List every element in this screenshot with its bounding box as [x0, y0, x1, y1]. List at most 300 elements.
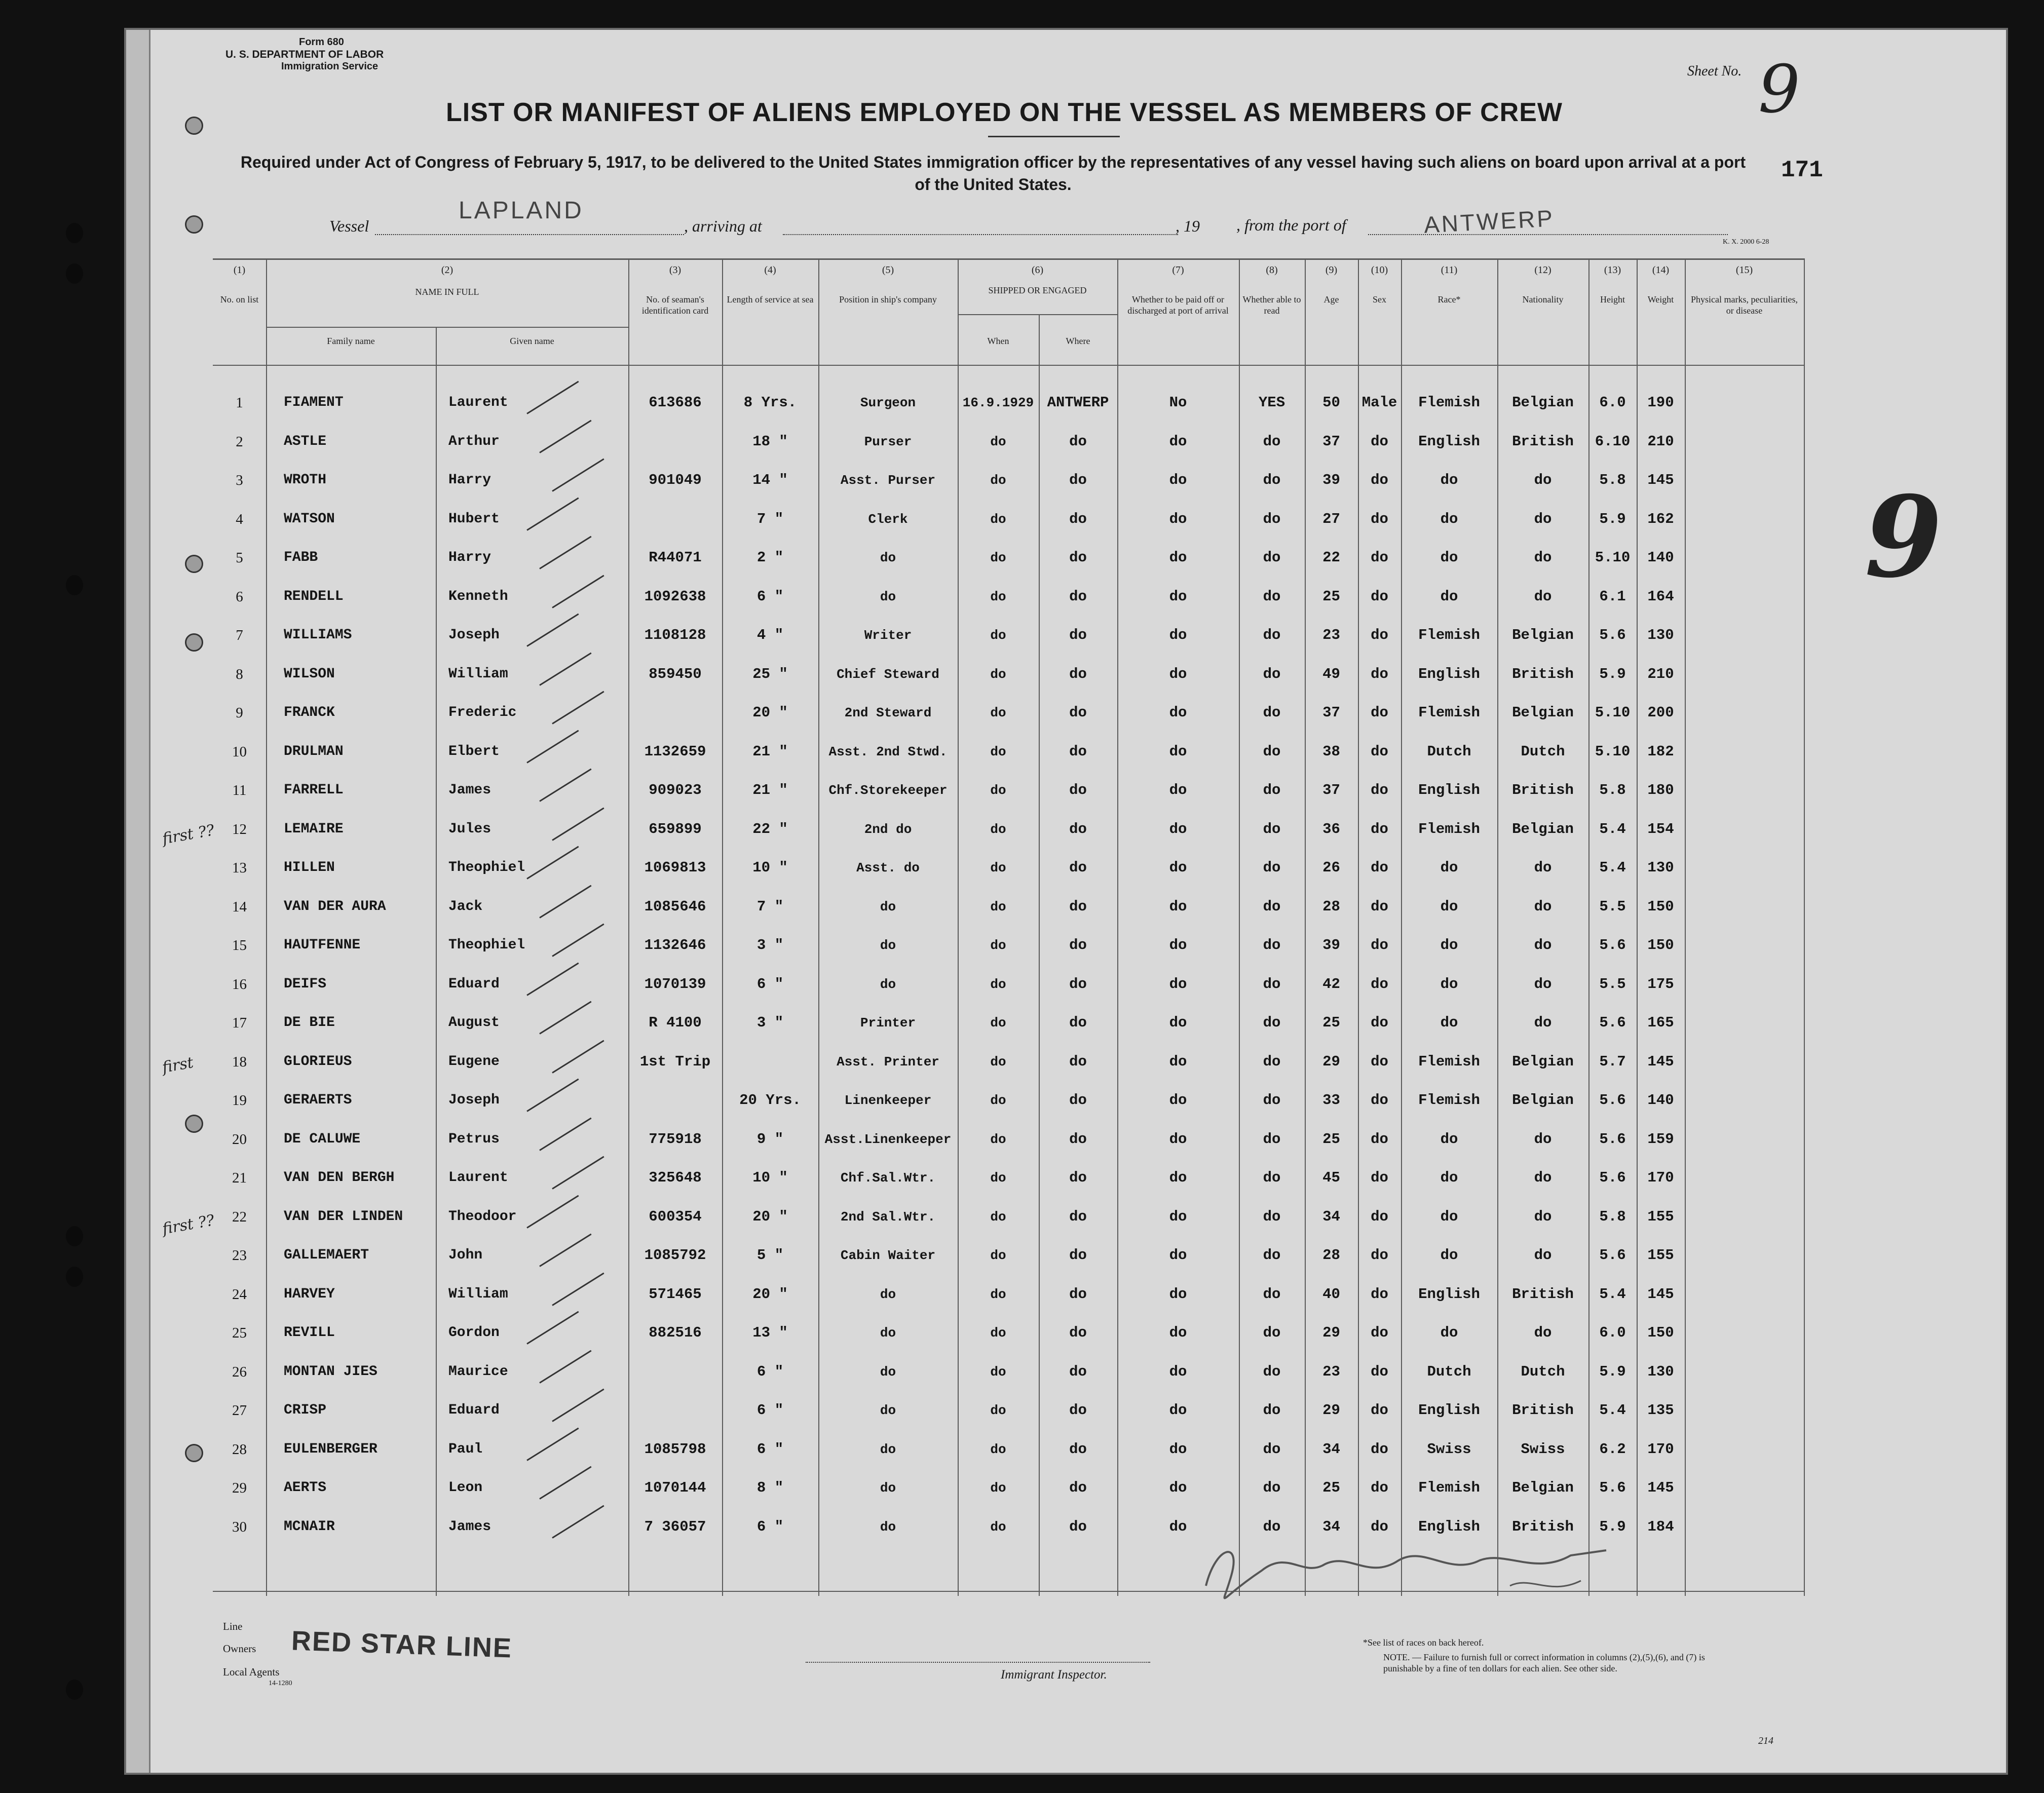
cell-race: do: [1440, 510, 1458, 527]
cell-paid: do: [1169, 1518, 1187, 1535]
cell-where: do: [1069, 1014, 1087, 1031]
cell-read: do: [1263, 665, 1281, 682]
cell-length: 6 ": [756, 1363, 784, 1380]
cell-when: do: [990, 1403, 1006, 1418]
cell-read: do: [1263, 820, 1281, 837]
cell-read: do: [1263, 859, 1281, 876]
cell-family: VAN DEN BERGH: [284, 1170, 395, 1186]
cell-sex: do: [1371, 937, 1388, 953]
crew-row: [213, 509, 1804, 529]
margin-note: first ??: [161, 1211, 216, 1238]
cell-where: do: [1069, 1363, 1087, 1380]
cell-nationality: British: [1512, 665, 1574, 682]
binder-hole: [66, 223, 83, 243]
cell-where: do: [1069, 782, 1087, 798]
cell-weight: 155: [1647, 1208, 1674, 1225]
cell-where: do: [1069, 704, 1087, 721]
margin-number: 9: [1865, 471, 1943, 602]
column-number: (12): [1534, 264, 1551, 276]
cell-height: 6.2: [1599, 1440, 1626, 1458]
cell-race: Flemish: [1418, 704, 1480, 721]
cell-race: do: [1440, 859, 1458, 876]
cell-family: LEMAIRE: [284, 821, 344, 837]
cell-nationality: do: [1534, 1247, 1552, 1264]
crew-row: [213, 1400, 1804, 1421]
cell-no: 30: [232, 1518, 247, 1535]
cell-length: 6 ": [756, 588, 784, 605]
form-title: LIST OR MANIFEST OF ALIENS EMPLOYED ON THE VESSEL AS MEMBERS OF CREW: [446, 98, 1563, 127]
cell-read: do: [1263, 1285, 1281, 1303]
cell-family: GERAERTS: [284, 1092, 352, 1108]
cell-family: WILSON: [284, 666, 335, 682]
cell-sex: do: [1371, 1053, 1388, 1070]
cell-where: do: [1069, 510, 1087, 527]
cell-height: 5.8: [1599, 472, 1626, 488]
cell-when: do: [990, 1170, 1006, 1186]
owners-label: Owners: [223, 1643, 256, 1655]
column-rule: [1358, 258, 1359, 1596]
cell-paid: do: [1169, 1440, 1187, 1458]
cell-when: do: [990, 511, 1006, 527]
table-top-rule: [213, 258, 1804, 260]
cell-family: WATSON: [284, 511, 335, 527]
cell-age: 29: [1322, 1324, 1340, 1341]
cell-family: AERTS: [284, 1480, 327, 1496]
cell-given: Laurent: [448, 1170, 508, 1186]
cell-height: 5.5: [1599, 898, 1626, 915]
cell-length: 13 ": [752, 1324, 788, 1341]
cell-paid: do: [1169, 1053, 1187, 1070]
cell-height: 5.4: [1599, 1402, 1626, 1419]
cell-age: 25: [1322, 588, 1340, 605]
cell-race: do: [1440, 588, 1458, 605]
footer-note: NOTE. — Failure to furnish full or correct information in columns (2),(5),(6), and (7) is punishable by a fine of ten dollars for each alien. See other side.: [1383, 1652, 1705, 1673]
cell-card: R44071: [649, 549, 702, 566]
cell-family: MCNAIR: [284, 1518, 335, 1535]
cell-sex: do: [1371, 1440, 1388, 1458]
cell-length: 20 Yrs.: [739, 1092, 801, 1109]
cell-sex: do: [1371, 820, 1388, 837]
cell-card: 325648: [649, 1169, 702, 1186]
cell-family: HARVEY: [284, 1286, 335, 1302]
cell-sex: do: [1371, 1247, 1388, 1264]
cell-when: do: [990, 899, 1006, 914]
column-number: (3): [669, 264, 682, 276]
cell-paid: No: [1169, 394, 1187, 411]
cell-age: 49: [1322, 665, 1340, 682]
cell-paid: do: [1169, 1169, 1187, 1186]
crew-row: [213, 432, 1804, 452]
cell-position: do: [880, 1325, 896, 1341]
cell-race: do: [1440, 975, 1458, 993]
cell-card: 1092638: [644, 588, 706, 605]
cell-when: do: [990, 434, 1006, 449]
cell-paid: do: [1169, 510, 1187, 527]
inspector-rule: [806, 1662, 1150, 1663]
cell-nationality: Belgian: [1512, 627, 1574, 643]
cell-given: August: [448, 1015, 500, 1031]
cell-length: [722, 1052, 818, 1072]
cell-paid: do: [1169, 627, 1187, 643]
cell-race: do: [1440, 472, 1458, 488]
cell-given: Harry: [448, 472, 491, 488]
cell-no: 26: [232, 1363, 247, 1380]
cell-given: Theophiel: [448, 860, 525, 875]
cell-no: 24: [232, 1286, 247, 1303]
cell-position: Surgeon: [860, 395, 916, 410]
crew-row: [213, 703, 1804, 723]
crew-row: [213, 1245, 1804, 1266]
crew-row: [213, 1323, 1804, 1343]
cell-race: do: [1440, 1169, 1458, 1186]
cell-nationality: do: [1534, 1014, 1552, 1031]
cell-race: Dutch: [1427, 743, 1471, 760]
cell-card: 901049: [649, 472, 702, 488]
year-label: , 19: [1176, 217, 1200, 235]
cell-paid: do: [1169, 665, 1187, 682]
cell-weight: 154: [1647, 820, 1674, 837]
cell-where: do: [1069, 859, 1087, 876]
cell-read: do: [1263, 937, 1281, 953]
cell-family: WILLIAMS: [284, 627, 352, 643]
cell-sex: Male: [1361, 394, 1397, 411]
cell-card: [628, 1090, 722, 1111]
cell-paid: do: [1169, 820, 1187, 837]
print-code: K. X. 2000 6-28: [1723, 238, 1769, 246]
cell-race: English: [1418, 433, 1480, 450]
cell-read: do: [1263, 743, 1281, 760]
cell-height: 5.6: [1599, 1169, 1626, 1186]
cell-given: Paul: [448, 1441, 483, 1457]
cell-no: 4: [236, 511, 243, 527]
crew-row: [213, 587, 1804, 607]
cell-sex: do: [1371, 859, 1388, 876]
inspector-signature: [1186, 1530, 1632, 1606]
cell-weight: 210: [1647, 665, 1674, 682]
cell-family: ASTLE: [284, 433, 327, 449]
cell-read: do: [1263, 510, 1281, 527]
column-rule: [958, 258, 959, 1596]
cell-race: do: [1440, 549, 1458, 566]
cell-race: Flemish: [1418, 1479, 1480, 1496]
cell-paid: do: [1169, 549, 1187, 566]
cell-weight: 145: [1647, 1479, 1674, 1496]
cell-age: 34: [1322, 1518, 1340, 1535]
cell-card: 7 36057: [644, 1518, 706, 1535]
cell-when: do: [990, 666, 1006, 682]
cell-age: 25: [1322, 1130, 1340, 1148]
cell-when: do: [990, 1209, 1006, 1225]
cell-nationality: Belgian: [1512, 1479, 1574, 1496]
cell-sex: do: [1371, 1402, 1388, 1419]
column-number: (11): [1441, 264, 1458, 276]
cell-card: 613686: [649, 394, 702, 411]
cell-height: 5.9: [1599, 1518, 1626, 1535]
cell-length: 10 ": [752, 1169, 788, 1186]
cell-nationality: British: [1512, 1402, 1574, 1419]
cell-race: Flemish: [1418, 627, 1480, 643]
cell-card: 1070144: [644, 1479, 706, 1496]
cell-where: do: [1069, 743, 1087, 760]
cell-length: 21 ": [752, 743, 788, 760]
rivet: [185, 1444, 203, 1462]
cell-family: GALLEMAERT: [284, 1247, 369, 1263]
cell-height: 5.6: [1599, 1014, 1626, 1031]
cell-sex: do: [1371, 1092, 1388, 1109]
cell-position: do: [880, 899, 896, 914]
cell-where: do: [1069, 937, 1087, 953]
cell-family: DE BIE: [284, 1015, 335, 1031]
cell-read: do: [1263, 1440, 1281, 1458]
cell-race: do: [1440, 898, 1458, 915]
binder-hole: [66, 1680, 83, 1700]
cell-when: do: [990, 1131, 1006, 1147]
cell-family: WROTH: [284, 472, 327, 488]
inspector-label: Immigrant Inspector.: [1001, 1668, 1107, 1682]
cell-weight: 155: [1647, 1247, 1674, 1264]
cell-where: do: [1069, 549, 1087, 566]
column-header: Height: [1600, 294, 1625, 304]
cell-read: do: [1263, 1208, 1281, 1225]
cell-position: do: [880, 1364, 896, 1380]
title-rule: [988, 136, 1120, 137]
cell-paid: do: [1169, 1402, 1187, 1419]
cell-given: Maurice: [448, 1363, 508, 1380]
column-rule: [1305, 258, 1306, 1596]
cell-nationality: Swiss: [1521, 1440, 1565, 1458]
cell-given: James: [448, 782, 491, 798]
column-rule: [628, 258, 629, 1596]
cell-sex: do: [1371, 1169, 1388, 1186]
cell-race: do: [1440, 1014, 1458, 1031]
cell-when: do: [990, 1364, 1006, 1380]
cell-sex: do: [1371, 1208, 1388, 1225]
cell-position: do: [880, 1480, 896, 1496]
cell-age: 28: [1322, 898, 1340, 915]
cell-height: 5.6: [1599, 937, 1626, 953]
column-number: (15): [1735, 264, 1753, 276]
cell-nationality: British: [1512, 1285, 1574, 1303]
cell-where: do: [1069, 1092, 1087, 1109]
cell-position: do: [880, 1286, 896, 1302]
cell-length: 21 ": [752, 782, 788, 798]
cell-when: do: [990, 1441, 1006, 1457]
cell-length: 22 ": [752, 820, 788, 837]
cell-read: do: [1263, 782, 1281, 798]
cell-family: FIAMENT: [284, 395, 344, 410]
cell-read: do: [1263, 1324, 1281, 1341]
cell-card: 1132659: [644, 743, 706, 760]
cell-age: 34: [1322, 1440, 1340, 1458]
cell-nationality: do: [1534, 472, 1552, 488]
cell-no: 9: [236, 705, 243, 721]
cell-age: 34: [1322, 1208, 1340, 1225]
rivet: [185, 215, 203, 234]
cell-sex: do: [1371, 1363, 1388, 1380]
cell-height: 5.6: [1599, 1092, 1626, 1109]
cell-paid: do: [1169, 1363, 1187, 1380]
cell-where: do: [1069, 1208, 1087, 1225]
arriving-label: , arriving at: [684, 217, 762, 235]
form-subtitle: Required under Act of Congress of February 5, 1917, to be delivered to the United States immigration officer by the representatives of any vessel having such aliens on board upon arrival at a port of the United States.: [240, 153, 1746, 194]
column-header: Nationality: [1522, 294, 1564, 304]
cell-no: 2: [236, 433, 243, 450]
cell-sex: do: [1371, 433, 1388, 450]
cell-card: [628, 1362, 722, 1382]
cell-family: FRANCK: [284, 705, 335, 720]
cell-when: do: [990, 1286, 1006, 1302]
cell-height: 5.6: [1599, 1130, 1626, 1148]
cell-given: Jules: [448, 821, 491, 837]
crew-row: [213, 1129, 1804, 1150]
cell-sex: do: [1371, 1285, 1388, 1303]
cell-race: English: [1418, 1402, 1480, 1419]
cell-family: FABB: [284, 550, 318, 565]
cell-when: do: [990, 744, 1006, 759]
cell-sex: do: [1371, 1014, 1388, 1031]
cell-age: 25: [1322, 1014, 1340, 1031]
cell-age: 50: [1322, 394, 1340, 411]
cell-card: 1st Trip: [639, 1053, 711, 1070]
cell-weight: 175: [1647, 975, 1674, 993]
cell-when: do: [990, 1248, 1006, 1263]
cell-no: 3: [236, 472, 243, 488]
cell-sex: do: [1371, 1518, 1388, 1535]
cell-nationality: do: [1534, 898, 1552, 915]
cell-weight: 150: [1647, 1324, 1674, 1341]
cell-race: do: [1440, 937, 1458, 953]
cell-when: do: [990, 589, 1006, 604]
cell-no: 27: [232, 1402, 247, 1419]
cell-family: DE CALUWE: [284, 1131, 361, 1147]
cell-where: do: [1069, 1053, 1087, 1070]
cell-length: 7 ": [756, 510, 784, 527]
cell-weight: 210: [1647, 433, 1674, 450]
cell-where: do: [1069, 588, 1087, 605]
cell-age: 26: [1322, 859, 1340, 876]
cell-given: Leon: [448, 1480, 483, 1496]
cell-where: do: [1069, 472, 1087, 488]
from-label: , from the port of: [1236, 216, 1346, 234]
column-number: (7): [1172, 264, 1184, 276]
cell-when: do: [990, 1015, 1006, 1031]
cell-given: James: [448, 1518, 491, 1535]
cell-position: Chf.Storekeeper: [828, 783, 948, 798]
cell-when: 16.9.1929: [962, 395, 1034, 410]
column-header: Age: [1323, 294, 1339, 304]
cell-sex: do: [1371, 588, 1388, 605]
cell-weight: 162: [1647, 510, 1674, 527]
cell-when: do: [990, 976, 1006, 992]
cell-when: do: [990, 550, 1006, 565]
name-subrule: [266, 327, 628, 328]
cell-height: 5.10: [1595, 704, 1631, 721]
cell-position: do: [880, 976, 896, 992]
cell-paid: do: [1169, 1479, 1187, 1496]
cell-paid: do: [1169, 1092, 1187, 1109]
cell-nationality: do: [1534, 588, 1552, 605]
cell-paid: do: [1169, 1014, 1187, 1031]
cell-no: 14: [232, 898, 247, 915]
cell-length: 25 ": [752, 665, 788, 682]
cell-where: do: [1069, 665, 1087, 682]
cell-position: do: [880, 938, 896, 953]
cell-paid: do: [1169, 859, 1187, 876]
crew-row: [213, 1052, 1804, 1072]
cell-where: do: [1069, 1130, 1087, 1148]
cell-height: 5.9: [1599, 665, 1626, 682]
cell-position: Purser: [864, 434, 912, 449]
cell-no: 23: [232, 1247, 247, 1264]
cell-read: do: [1263, 975, 1281, 993]
column-number: (6): [1031, 264, 1044, 276]
cell-given: Elbert: [448, 743, 500, 759]
cell-family: RENDELL: [284, 588, 344, 604]
column-rule: [1117, 258, 1118, 1596]
cell-length: 8 ": [756, 1479, 784, 1496]
cell-length: 14 ": [752, 472, 788, 488]
cell-weight: 200: [1647, 704, 1674, 721]
cell-when: do: [990, 1325, 1006, 1341]
races-note: *See list of races on back hereof.: [1363, 1637, 1484, 1648]
crew-row: [213, 819, 1804, 840]
cell-height: 5.8: [1599, 782, 1626, 798]
crew-row: [213, 1013, 1804, 1033]
cell-length: 8 Yrs.: [743, 394, 797, 411]
cell-height: 5.4: [1599, 859, 1626, 876]
cell-given: Gordon: [448, 1325, 500, 1341]
cell-weight: 165: [1647, 1014, 1674, 1031]
cell-nationality: do: [1534, 1169, 1552, 1186]
cell-given: Arthur: [448, 433, 500, 449]
cell-weight: 145: [1647, 472, 1674, 488]
cell-paid: do: [1169, 782, 1187, 798]
column-number: (14): [1652, 264, 1670, 276]
cell-weight: 130: [1647, 1363, 1674, 1380]
cell-position: Linenkeeper: [844, 1093, 932, 1108]
cell-race: English: [1418, 1285, 1480, 1303]
cell-race: Dutch: [1427, 1363, 1471, 1380]
column-rule: [266, 258, 267, 1596]
binder-hole: [66, 575, 83, 595]
cell-family: CRISP: [284, 1402, 327, 1418]
service: Immigration Service: [281, 61, 378, 72]
cell-sex: do: [1371, 549, 1388, 566]
cell-given: Eduard: [448, 1402, 500, 1418]
cell-sex: do: [1371, 627, 1388, 643]
cell-sex: do: [1371, 1130, 1388, 1148]
cell-position: Asst. 2nd Stwd.: [828, 744, 948, 759]
cell-family: VAN DER AURA: [284, 898, 386, 914]
crew-row: [213, 858, 1804, 878]
cell-family: MONTAN JIES: [284, 1363, 377, 1380]
cell-age: 37: [1322, 433, 1340, 450]
cell-weight: 130: [1647, 627, 1674, 643]
cell-read: do: [1263, 898, 1281, 915]
column-header: No. on list: [220, 294, 259, 304]
arriving-rule: [783, 234, 1178, 235]
cell-length: 10 ": [752, 859, 788, 876]
cell-nationality: Belgian: [1512, 1092, 1574, 1109]
crew-row: [213, 897, 1804, 917]
vessel-label: Vessel: [329, 217, 369, 235]
cell-nationality: do: [1534, 1208, 1552, 1225]
cell-weight: 150: [1647, 937, 1674, 953]
cell-paid: do: [1169, 743, 1187, 760]
cell-length: 5 ": [756, 1247, 784, 1264]
cell-age: 29: [1322, 1053, 1340, 1070]
cell-sex: do: [1371, 1324, 1388, 1341]
